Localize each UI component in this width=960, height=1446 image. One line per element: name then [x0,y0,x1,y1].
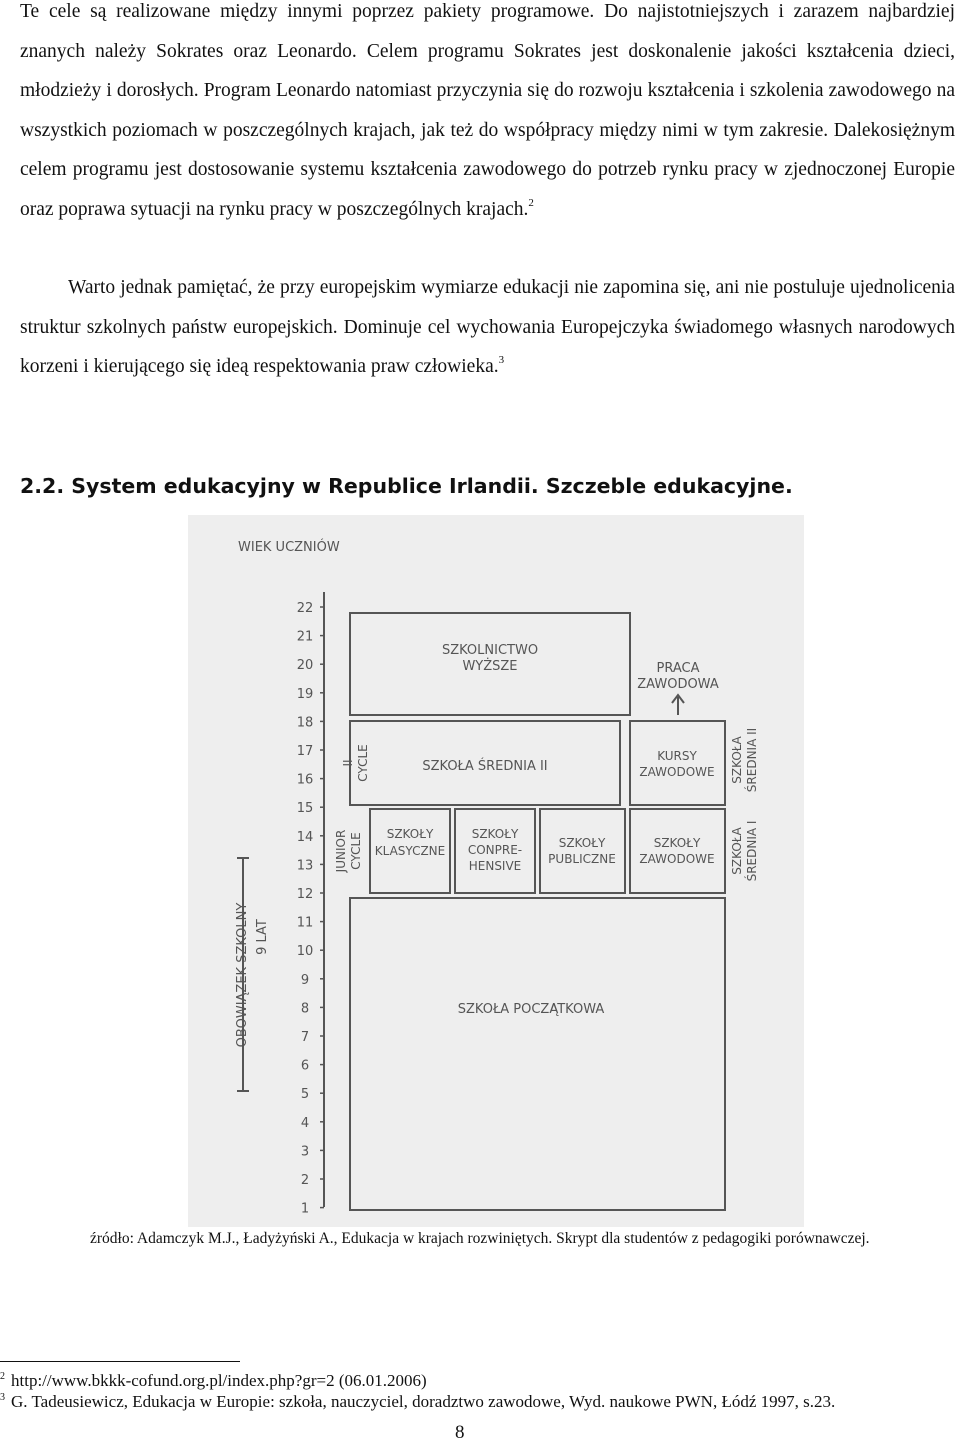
primary-school-box [350,898,725,1210]
axis-title: WIEK UCZNIÓW [238,540,340,555]
education-system-diagram [188,515,804,1227]
paragraph-1-text: Te cele są realizowane między innymi poprzez pakiety programowe. Do najistotniejszych i zarazem najbardziej znanych należy Sokrates oraz Leonardo. Celem programu Sokrates jest doskonalenie jakości kształcenia dzieci, młodzieży i dorosłych. Program Leonardo natomiast przyczynia się do rozwoju kształcenia i szkolenia zawodowego na wszystkich poziomach w poszczególnych krajach, jak też do współpracy między nimi w tym zakresie. Dalekosiężnym celem programu jest dostosowanie systemu kształcenia zawodowego do potrzeb rynku pracy w zjednoczonej Europie oraz poprawa sytuacji na rynku pracy w poszczególnych krajach. [20,1,955,220]
footnote-2-text[interactable]: http://www.bkkk-cofund.org.pl/index.php?gr=2 (06.01.2006) [11,1371,427,1390]
age-label: 10 [296,944,314,960]
comprehensive-line1: SZKOŁY [471,827,519,841]
age-label: 21 [296,629,314,645]
primary-school-label: SZKOŁA POCZĄTKOWA [457,1002,605,1017]
higher-education-line1: SZKOLNICTWO [441,643,539,658]
cycle-ii-labels [341,744,370,782]
vocational-courses-line1: KURSY [657,749,697,763]
secondary-ii-side-line1: SZKOŁA [730,736,744,784]
junior-cycle-line2: CYCLE [349,832,363,870]
compulsory-labels [235,903,270,1048]
age-label: 4 [300,1115,310,1131]
age-label: 15 [296,801,314,817]
footnote-ref-3[interactable]: 3 [498,354,505,367]
age-label: 7 [300,1030,310,1045]
junior-cycle-line1: JUNIOR [334,829,348,873]
secondary-ii-label: SZKOŁA ŚREDNIA II [422,759,548,774]
figure-caption: źródło: Adamczyk M.J., Ładyżyński A., Edukacja w krajach rozwiniętych. Skrypt dla studentów z pedagogiki porównawczej. [90,1230,870,1247]
footnote-2 [0,1371,427,1391]
age-label: 8 [300,1001,310,1017]
comprehensive-line3: HENSIVE [468,859,522,873]
cycle-ii-line1: II [341,759,355,767]
footnote-2-number: 2 [0,1371,5,1382]
compulsory-label: OBOWIĄZEK SZKOLNY [235,902,250,1048]
public-schools-box [540,809,625,893]
age-label: 3 [300,1144,310,1160]
footnote-3-text: G. Tadeusiewicz, Edukacja w Europie: szkoła, nauczyciel, doradztwo zawodowe, Wyd. naukowe PWN, Łódź 1997, s.23. [11,1392,836,1411]
compulsory-years-label: 9 LAT [255,919,270,955]
comprehensive-line2: CONPRE- [467,843,523,857]
work-line2: ZAWODOWA [637,677,719,692]
vocational-schools-box [630,809,725,893]
page-number: 8 [455,1422,465,1443]
body-paragraph-1 [20,0,955,230]
age-label: 1 [300,1201,310,1217]
footnote-3 [0,1392,835,1412]
age-ticks [297,601,324,1217]
secondary-i-side-line2: ŚREDNIA I [745,820,759,882]
public-line1: SZKOŁY [558,836,606,850]
age-label: 17 [296,744,314,759]
diagram-svg [188,515,804,1227]
classical-line2: KLASYCZNE [374,844,446,858]
cycle-ii-line2: CYCLE [356,744,370,782]
work-line1: PRACA [656,661,700,676]
age-label: 19 [296,686,314,702]
vocational-line2: ZAWODOWE [639,852,715,866]
age-label: 9 [300,972,310,988]
age-label: 11 [296,915,314,931]
higher-education-line2: WYŻSZE [462,659,518,674]
age-label: 5 [300,1087,310,1103]
age-label: 22 [296,601,314,616]
junior-cycle-labels [334,830,363,874]
body-paragraph-2 [20,268,955,387]
secondary-ii-side-line2: ŚREDNIA II [745,727,759,793]
section-heading: 2.2. System edukacyjny w Republice Irlandii. Szczeble edukacyjne. [20,474,793,498]
vocational-line1: SZKOŁY [653,836,701,850]
age-label: 2 [300,1173,310,1188]
classical-line1: SZKOŁY [386,827,434,841]
age-label: 6 [300,1058,310,1074]
footnote-3-number: 3 [0,1392,5,1403]
age-label: 14 [296,829,314,845]
age-label: 20 [296,658,314,674]
secondary-i-side-labels [730,821,759,882]
public-line2: PUBLICZNE [548,852,616,866]
footnote-separator [0,1361,240,1362]
vocational-courses-box [630,721,725,805]
age-label: 12 [296,887,314,902]
vocational-courses-line2: ZAWODOWE [639,765,715,779]
paragraph-2-text: Warto jednak pamiętać, że przy europejskim wymiarze edukacji nie zapomina się, ani nie postuluje ujednolicenia struktur szkolnych państw europejskich. Dominuje cel wychowania Europejczyka świadomego własnych narodowych korzeni i kierującego się ideą respektowania praw człowieka. [20,277,955,378]
age-label: 16 [296,772,314,788]
footnote-ref-2[interactable]: 2 [528,196,534,209]
age-label: 18 [296,715,314,731]
age-label: 13 [296,858,314,874]
secondary-ii-side-labels [730,728,759,792]
secondary-i-side-line1: SZKOŁA [730,827,744,875]
